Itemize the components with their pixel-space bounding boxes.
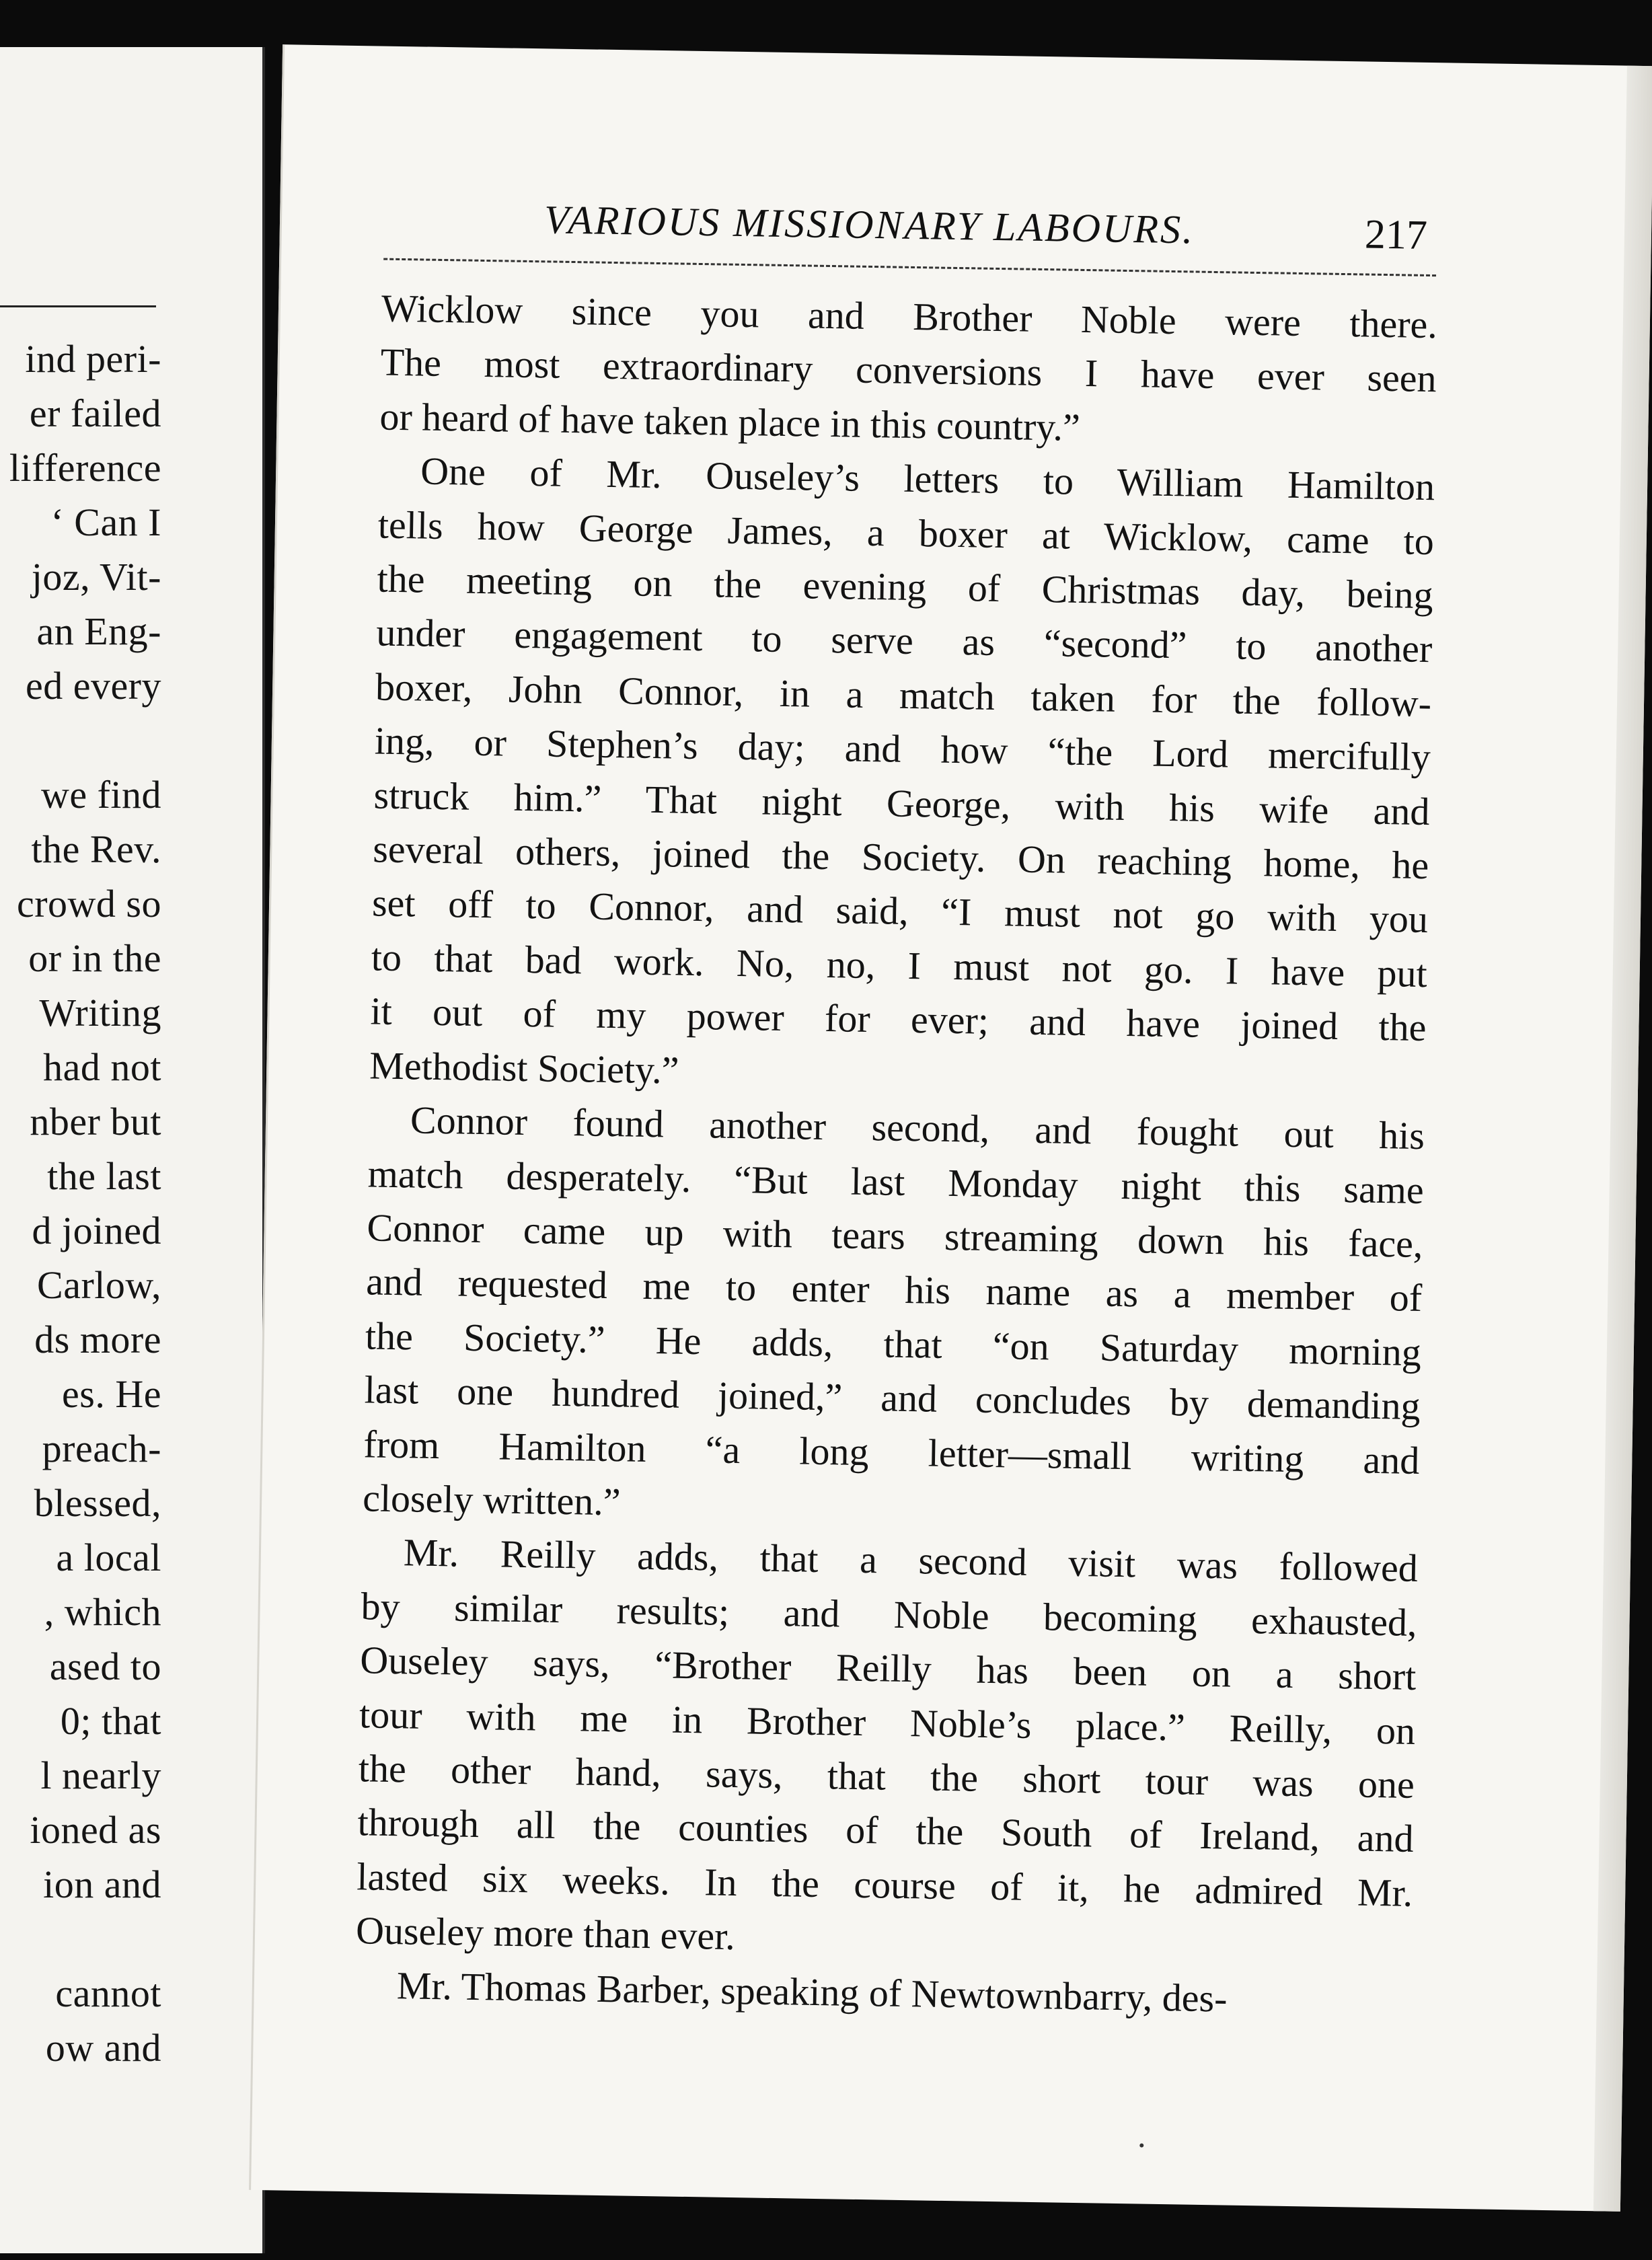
- left-page-line: es. He: [62, 1372, 161, 1416]
- left-page-line: lifference: [9, 446, 161, 490]
- text-line: several others, joined the Society. On reaching home, he: [372, 827, 1429, 888]
- text-line: match desperately. “But last Monday night this same: [367, 1151, 1425, 1212]
- running-head: VARIOUS MISSIONARY LABOURS.: [543, 197, 1195, 252]
- left-page-line: the last: [47, 1154, 161, 1198]
- left-facing-page: [0, 47, 265, 2253]
- text-line: Connor found another second, and fought out his: [410, 1098, 1425, 1158]
- text-line: The most extraordinary conversions I have ever seen: [380, 340, 1437, 401]
- text-line: and requested me to enter his name as a member of: [365, 1259, 1423, 1320]
- text-line: One of Mr. Ouseley’s letters to William Hamilton: [420, 449, 1435, 509]
- book-page: [249, 44, 1652, 2212]
- text-line: set off to Connor, and said, “I must not go with you: [371, 880, 1429, 942]
- text-line: Methodist Society.”: [369, 1043, 680, 1092]
- text-line: Mr. Thomas Barber, speaking of Newtownbarry, des-: [396, 1963, 1228, 2021]
- left-page-header-rule: [0, 305, 156, 307]
- paragraph: [379, 282, 1438, 461]
- left-page-line: an Eng-: [36, 609, 161, 653]
- page-speck: [1139, 2144, 1143, 2148]
- page-edge: [1593, 66, 1652, 2212]
- text-line: the meeting on the evening of Christmas day, being: [377, 556, 1434, 617]
- left-page-line: nber but: [30, 1100, 161, 1143]
- text-line: ing, or Stephen’s day; and how “the Lord mercifully: [374, 718, 1431, 780]
- left-page-line: crowd so: [16, 882, 161, 926]
- left-page-line: l nearly: [40, 1754, 161, 1797]
- text-line: Connor came up with tears streaming down his face,: [367, 1205, 1423, 1266]
- left-page-line: joz, Vit-: [31, 555, 161, 599]
- left-page-line: 0; that: [60, 1699, 161, 1743]
- text-line: Wicklow since you and Brother Noble were there.: [381, 286, 1438, 347]
- text-line: to that bad work. No, no, I must not go. I have put: [371, 935, 1428, 995]
- paragraph: [363, 1092, 1425, 1542]
- left-page-line: ioned as: [30, 1808, 161, 1852]
- text-line: last one hundred joined,” and concludes by demanding: [364, 1367, 1421, 1429]
- body-text: [354, 282, 1437, 2029]
- text-line: Ouseley more than ever.: [355, 1908, 736, 1959]
- text-line: tour with me in Brother Noble’s place.” Reilly, on: [359, 1692, 1416, 1753]
- left-page-line: the Rev.: [31, 827, 161, 871]
- left-page-line: ased to: [49, 1645, 161, 1688]
- left-page-line: ds more: [34, 1318, 161, 1361]
- paragraph: [356, 1526, 1419, 1975]
- paragraph: [369, 444, 1435, 1109]
- left-page-line: preach-: [42, 1427, 161, 1470]
- text-line: tells how George James, a boxer at Wicklow, came to: [377, 502, 1435, 563]
- text-line: closely written.”: [362, 1476, 622, 1524]
- left-page-line: we find: [40, 773, 161, 817]
- left-page-line: ‘ Can I: [50, 500, 161, 544]
- text-line: it out of my power for ever; and have joined the: [370, 989, 1427, 1050]
- text-line: the Society.” He adds, that “on Saturday morning: [365, 1314, 1422, 1374]
- left-page-line: blessed,: [34, 1481, 161, 1525]
- left-page-line: d joined: [32, 1209, 161, 1252]
- left-page-line: Writing: [39, 991, 161, 1034]
- text-line: lasted six weeks. In the course of it, he admired Mr.: [356, 1854, 1413, 1915]
- text-line: struck him.” That night George, with his wife and: [373, 773, 1430, 833]
- text-line: boxer, John Connor, in a match taken for the follow-: [375, 665, 1432, 725]
- left-page-line: ow and: [45, 2026, 161, 2070]
- left-page-line: cannot: [55, 1971, 161, 2015]
- text-line: through all the counties of the South of Ireland, and: [357, 1800, 1414, 1861]
- text-line: from Hamilton “a long letter—small writing and: [363, 1421, 1420, 1482]
- left-page-line: , which: [44, 1590, 161, 1634]
- text-line: or heard of have taken place in this country.”: [379, 394, 1081, 449]
- text-line: under engagement to serve as “second” to another: [375, 610, 1433, 671]
- left-page-line: er failed: [29, 391, 161, 435]
- left-page-line: had not: [43, 1045, 161, 1089]
- text-line: by similar results; and Noble becoming exhausted,: [361, 1584, 1418, 1645]
- left-page-line: ind peri-: [25, 337, 161, 381]
- header-rule: [383, 258, 1436, 277]
- text-line: Ouseley says, “Brother Reilly has been on a short: [359, 1638, 1417, 1699]
- left-page-line: a local: [56, 1536, 161, 1579]
- text-line: Mr. Reilly adds, that a second visit was followed: [403, 1530, 1419, 1591]
- left-page-line: or in the: [28, 936, 161, 980]
- text-line: the other hand, says, that the short tour was one: [358, 1746, 1415, 1807]
- left-page-line: ed every: [25, 664, 161, 708]
- page-number: 217: [1364, 211, 1428, 258]
- left-page-line: ion and: [43, 1862, 161, 1906]
- left-page-line: Carlow,: [37, 1263, 161, 1307]
